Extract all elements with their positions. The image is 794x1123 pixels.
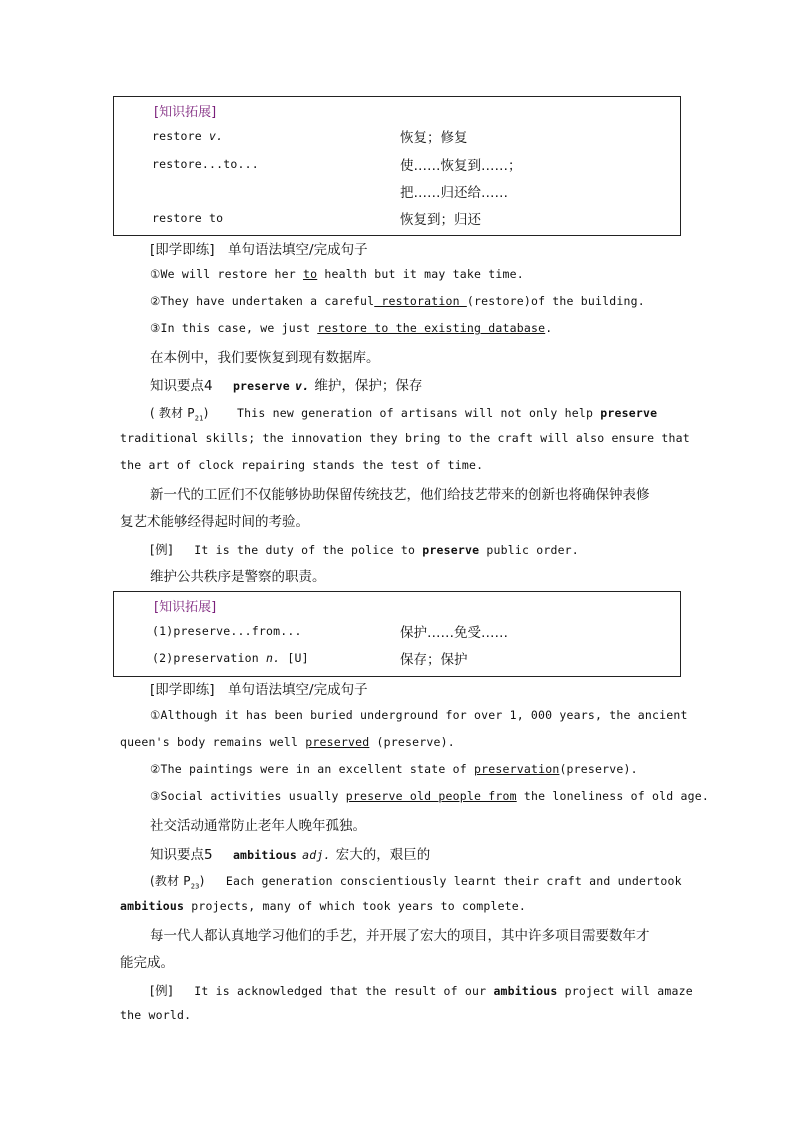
box-title: [知识拓展] <box>154 600 217 615</box>
vocab-meaning: 保护……免受…… <box>400 625 508 641</box>
answer-blank: preserved <box>305 735 370 749</box>
answer-blank: restoration <box>374 294 467 308</box>
exercise-sentence: ③Social activities usually preserve old people from the loneliness of old age. <box>150 789 710 803</box>
translation: 能完成。 <box>120 955 174 971</box>
exercise-sentence: ①Although it has been buried underground for over 1, 000 years, the ancient <box>150 708 688 722</box>
example-sentence: [例] It is acknowledged that the result of our ambitious project will amaze <box>150 983 693 998</box>
answer-blank: restore to the existing database <box>317 321 546 335</box>
vocab-meaning: 把……归还给…… <box>400 185 508 201</box>
textbook-quote: ambitious projects, many of which took years to complete. <box>120 899 527 913</box>
knowledge-extension-box <box>113 96 681 236</box>
exercise-sentence: ①We will restore her to health but it may take time. <box>150 267 524 281</box>
vocab-row: restore...to... <box>152 157 259 171</box>
textbook-quote: (教材 $P_{23}$) Each generation conscientiously learnt their craft and undertook <box>150 874 682 891</box>
vocab-row: (2)preservation n. [U] <box>152 651 309 665</box>
vocab-meaning: 恢复；修复 <box>400 130 468 146</box>
vocab-meaning: 恢复到；归还 <box>400 212 481 228</box>
vocab-meaning: 使……恢复到……； <box>400 158 522 174</box>
headword: ambitious <box>232 848 298 862</box>
knowledge-point-heading: 知识要点4 preserve v. 维护，保护；保存 <box>150 378 423 394</box>
translation: 维护公共秩序是警察的职责。 <box>150 569 326 585</box>
textbook-quote: the art of clock repairing stands the test of time. <box>120 458 484 472</box>
exercise-sentence: ②They have undertaken a careful restoration (restore)of the building. <box>150 294 645 308</box>
translation: 复艺术能够经得起时间的考验。 <box>120 514 309 530</box>
exercise-sentence: ②The paintings were in an excellent state of preservation(preserve). <box>150 762 638 776</box>
translation: 新一代的工匠们不仅能够协助保留传统技艺，他们给技艺带来的创新也将确保钟表修 <box>150 487 650 503</box>
answer-blank: to <box>302 267 318 281</box>
practice-heading: [即学即练] 单句语法填空/完成句子 <box>150 682 368 698</box>
translation: 社交活动通常防止老年人晚年孤独。 <box>150 818 366 834</box>
textbook-quote: traditional skills; the innovation they bring to the craft will also ensure that <box>120 431 690 445</box>
exercise-sentence: ③In this case, we just restore to the existing database. <box>150 321 553 335</box>
answer-blank: preserve old people from <box>345 789 517 803</box>
vocab-row: restore to <box>152 211 224 225</box>
knowledge-point-heading: 知识要点5 ambitious adj. 宏大的，艰巨的 <box>150 847 431 863</box>
vocab-row: (1)preserve...from... <box>152 624 302 638</box>
translation: 每一代人都认真地学习他们的手艺，并开展了宏大的项目，其中许多项目需要数年才 <box>150 928 650 944</box>
textbook-quote: ( 教材 $P_{21}$) This new generation of artisans will not only help preserve <box>150 406 658 423</box>
headword: preserve <box>232 379 290 393</box>
vocab-row: restore v. <box>152 129 224 143</box>
vocab-meaning: 保存；保护 <box>400 652 468 668</box>
exercise-sentence: queen's body remains well preserved (preserve). <box>120 735 455 749</box>
practice-heading: [即学即练] 单句语法填空/完成句子 <box>150 242 368 258</box>
box-title: [知识拓展] <box>154 105 217 120</box>
example-sentence: the world. <box>120 1008 192 1022</box>
translation: 在本例中，我们要恢复到现有数据库。 <box>150 350 380 366</box>
answer-blank: preservation <box>473 762 560 776</box>
knowledge-extension-box <box>113 591 681 677</box>
example-sentence: [例] It is the duty of the police to preserve public order. <box>150 542 579 557</box>
